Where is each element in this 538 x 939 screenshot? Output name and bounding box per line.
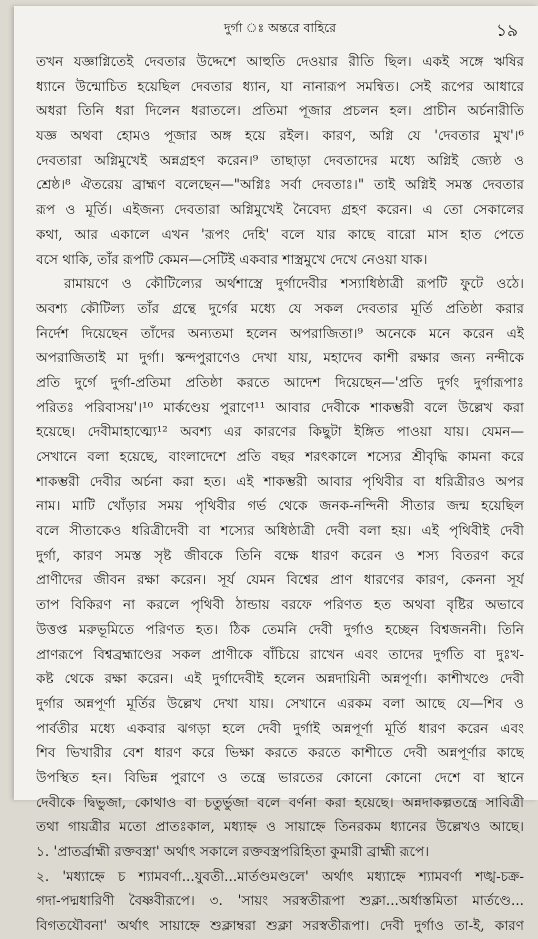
text-line: অবশ্য কৌটিল্য তাঁর গ্রন্থে দুর্গের মধ্যে যে সকল দেবতার মূর্তি প্রতিষ্ঠা করার: [36, 300, 524, 317]
book-page: [14, 6, 538, 935]
paragraph-start-line: রামায়ণে ও কৌটিল্যের অর্থশাস্ত্রে দুর্গাদেবীর শস্যাধিষ্ঠাত্রী রূপটি ফুটে ওঠে।: [64, 276, 524, 293]
text-line: বিগতযৌবনা' অর্থাৎ সায়াহ্নে শুক্লাম্বরা শুক্লা সরস্বতীরূপা। দেবী দুর্গাও তা-ই, কারণ: [36, 918, 524, 935]
text-line: নির্দেশ দিয়েছেন তাঁদের অন্যতমা হলেন অপরাজিতা।⁹ অনেকে মনে করেন এই: [36, 325, 524, 342]
text-line: রূপ ও মূর্তি। এইজন্য দেবতারা অগ্নিমুখেই নৈবেদ্য গ্রহণ করেন। এ তো সেকালের: [36, 202, 524, 219]
list-item-line: ১. 'প্রাতর্ব্রাহ্মী রক্তবস্ত্রা' অর্থাৎ সকালে রক্তবস্ত্রপরিহিতা কুমারী ব্রাহ্মী রূপে।: [36, 844, 430, 860]
text-line: প্রাণীদের জীবন রক্ষা করেন। সূর্য যেমন বিশ্বের প্রাণ ধারণের কারণ, কেননা সূর্য: [36, 572, 524, 589]
list-item-line: ২. 'মধ্যাহ্নে চ শ্যামবর্ণা...যুবতী...মার্তণ্ডমণ্ডলে' অর্থাৎ মধ্যাহ্নে শ্যামবর্ণা শঙ্খ-চক্র-: [36, 868, 524, 885]
text-line: শিব ভিখারীর বেশ ধারণ করে ভিক্ষা করতে করতে কাশীতে দেবী অন্নপূর্ণার কাছে: [36, 745, 524, 762]
text-line: দেবীকে দ্বিভুজা, কোথাও বা চতুর্ভুজা বলে বর্ণনা করা হয়েছে। অন্নদাকল্পতন্ত্রে সাবিত্রী: [36, 794, 524, 811]
text-line: প্রাণরূপে বিশ্বব্রহ্মাণ্ডের সকল প্রাণীকে বাঁচিয়ে রাখেন এবং তাদের দুর্গতি বা দুঃখ-: [36, 646, 524, 663]
text-line: তখন যজ্ঞাগ্নিতেই দেবতার উদ্দেশে আহুতি দেওয়ার রীতি ছিল। একই সঙ্গে ঋষির: [36, 54, 524, 70]
text-line: বসে থাকি, তাঁর রূপটি কেমন—সেটিই একবার শাস্ত্রমুখে দেখে নেওয়া যাক।: [36, 251, 428, 268]
text-line: তথা গায়ত্রীর মতো প্রাতঃকাল, মধ্যাহ্ন ও সায়াহ্নে তিনরকম ধ্যানের উল্লেখও আছে।: [36, 819, 524, 836]
list-item-line: গদা-পদ্মধারিণী বৈষ্ণবীরূপে। ৩. 'সায়ং সরস্বতীরূপা শুক্লা...অর্ধাস্তমিতা মার্তণ্ডে...: [36, 893, 524, 910]
text-line: নাম। মাটি খোঁড়ার সময় পৃথিবীর গর্ভ থেকে জনক-নন্দিনী সীতার জন্ম হয়েছিল: [36, 498, 524, 515]
text-line: কথা, আর একালে এখন 'রূপং দেহি' বলে যার কাছে বারো মাস হাত পেতে: [36, 226, 524, 243]
text-line: সেখানে বলা হয়েছে, বাংলাদেশে প্রতি বছর শরৎকালে শস্যের শ্রীবৃদ্ধি কামনা করে: [36, 449, 524, 465]
running-head: দুর্গা ঃ অন্তরে বাহিরে: [223, 20, 337, 35]
text-line: ধ্যানে উন্মোচিত হয়েছিল দেবতার ধ্যান, যা নানারূপ সমন্বিত। সেই রূপের আধারে: [36, 78, 524, 95]
text-line: পার্বতীর মধ্যে একবার ঝগড়া হলে দেবী দুর্গাই অন্নপূর্ণা মূর্তি ধারণ করেন এবং: [36, 720, 524, 737]
body-text: [36, 50, 524, 939]
text-line: হয়েছে। দেবীমাহাত্ম্যে¹² অবশ্য এর কারণের কিছুটা ইঙ্গিত পাওয়া যায়। যেমন—: [36, 424, 524, 441]
text-line: যজ্ঞ অথবা হোমও পূজার অঙ্গ হয়ে রইল। কারণ, অগ্নি যে 'দেবতার মুখ'।⁶: [36, 128, 524, 145]
text-line: পরিতঃ পরিবাসয়'।¹⁰ মার্কণ্ডেয় পুরাণে¹¹ আবার দেবীকে শাকম্ভরী বলে উল্লেখ করা: [36, 399, 524, 416]
text-line: উত্তপ্ত মরুভূমিতে পরিণত হত। ঠিক তেমনি দেবী দুর্গাও হচ্ছেন বিশ্বজননী। তিনি: [36, 621, 524, 638]
text-line: দুর্গার অন্নপূর্ণা মূর্তির উল্লেখ দেখা যায়। সেখানে এরকম বলা আছে যে—শিব ও: [36, 695, 524, 712]
page-header: [36, 18, 524, 44]
page-number: ১৯: [495, 21, 518, 41]
text-line: তাপ বিকিরণ না করলে পৃথিবী ঠান্ডায় বরফে পরিণত হত অথবা বৃষ্টির অভাবে: [36, 597, 524, 614]
text-line: প্রতি দুর্গে দুর্গা-প্রতিমা প্রতিষ্ঠা করতে আদেশ দিয়েছেন—'প্রতি দুর্গং দুর্গারূপাঃ: [36, 374, 524, 391]
text-line: অধরা তিনি ধরা দিলেন ধরাতলে। প্রতিমা পূজার প্রচলন হল। প্রাচীন অর্চনারীতি: [36, 103, 524, 120]
text-line: শাকম্ভরী দেবীর অর্চনা করা হত। এই শাকম্ভরী আবার পৃথিবীর বা ধরিত্রীরও অপর: [36, 473, 524, 490]
text-line: কষ্ট থেকে রক্ষা করেন। এই দুর্গাদেবীই হলেন অন্নদায়িনী অন্নপূর্ণা। কাশীখণ্ডে দেবী: [36, 671, 524, 688]
text-line: অপরাজিতাই মা দুর্গা। স্কন্দপুরাণেও দেখা যায়, মহাদেব কাশী রক্ষার জন্য নন্দীকে: [36, 350, 524, 367]
text-line: বলে সীতাকেও ধরিত্রীদেবী বা শস্যের অধিষ্ঠাত্রী দেবী বলা হয়। এই পৃথিবীই দেবী: [36, 523, 524, 540]
text-line: শ্রেষ্ঠ।⁸ ঐতরেয় ব্রাহ্মণ বলেছেন—"অগ্নিঃ সর্বা দেবতাঃ।" তাই অগ্নিই সমস্ত দেবতার: [36, 177, 524, 194]
text-line: উপস্থিত হন। বিভিন্ন পুরাণে ও তন্ত্রে ভারতের কোনো কোনো দেশে বা স্থানে: [36, 769, 524, 786]
text-line: দেবতারা অগ্নিমুখেই অন্নগ্রহণ করেন।⁹ তাছাড়া দেবতাদের মধ্যে অগ্নিই জ্যেষ্ঠ ও: [36, 152, 524, 169]
text-line: দুর্গা, কারণ সমস্ত সৃষ্ট জীবকে তিনি বক্ষে ধারণ করেন ও শস্য বিতরণ করে: [36, 547, 524, 564]
